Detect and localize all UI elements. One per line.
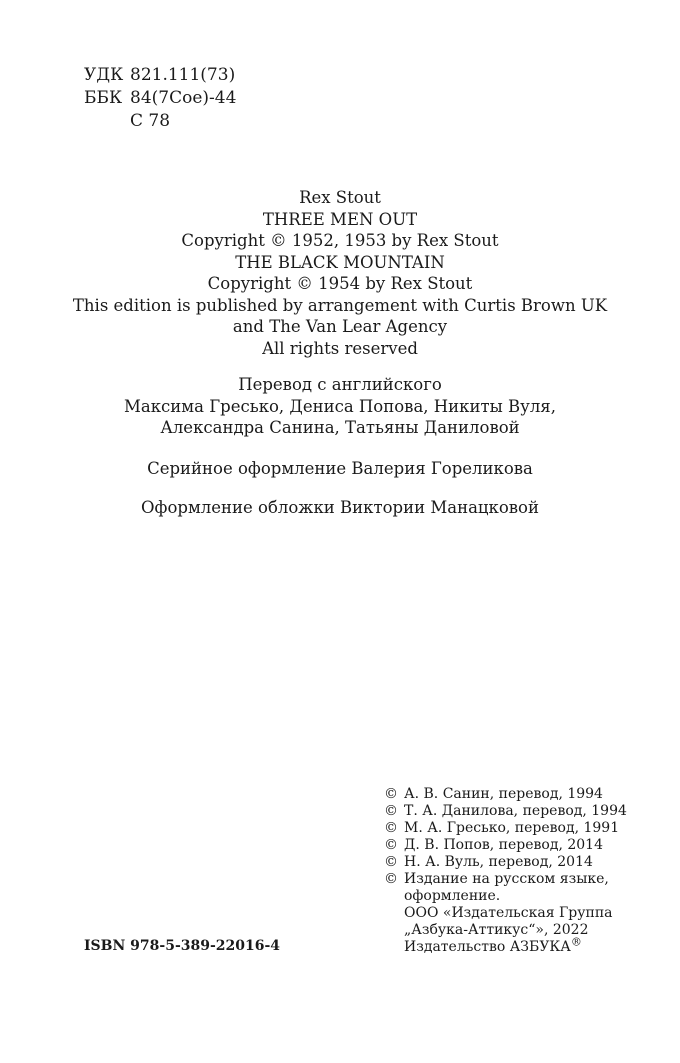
rights-reserved: All rights reserved	[262, 338, 418, 358]
translators-line-1: Максима Гресько, Дениса Попова, Никиты Вуля,	[124, 396, 556, 416]
copyright-symbol: ©	[384, 786, 398, 802]
cover-design-credit: Оформление обложки Виктории Манацковой	[141, 498, 539, 517]
publisher-line: Издательство АЗБУКА®	[404, 935, 582, 955]
copyright-notices	[384, 786, 627, 956]
bbk-value: 84(7Сое)-44	[130, 88, 237, 108]
isbn: ISBN 978-5-389-22016-4	[84, 938, 281, 954]
copyright-entry: © Д. В. Попов, перевод, 2014	[384, 837, 603, 853]
copyright-symbol: ©	[384, 854, 398, 870]
author-mark-row	[84, 110, 236, 133]
translation-credits	[0, 374, 680, 439]
series-design-credit: Серийное оформление Валерия Гореликова	[147, 459, 533, 478]
udk-value: 821.111(73)	[130, 65, 236, 85]
original-title-2: THE BLACK MOUNTAIN	[235, 252, 445, 272]
copyright-entry: © А. В. Санин, перевод, 1994	[384, 786, 603, 802]
udk-row	[84, 64, 236, 87]
udk-label: УДК	[84, 65, 124, 85]
arrangement-line-2: and The Van Lear Agency	[232, 317, 448, 336]
copyright-line-2: Copyright © 1954 by Rex Stout	[207, 274, 473, 293]
author-name: Rex Stout	[299, 188, 381, 207]
bbk-row	[84, 87, 236, 110]
copyright-entry: © М. А. Гресько, перевод, 1991	[384, 820, 620, 836]
copyright-line-1: Copyright © 1952, 1953 by Rex Stout	[181, 231, 499, 250]
copyright-entry: © Т. А. Данилова, перевод, 1994	[384, 803, 627, 819]
classification-block	[84, 64, 236, 133]
copyright-symbol: ©	[384, 803, 398, 819]
author-mark: С 78	[130, 111, 171, 131]
arrangement-line-1: This edition is published by arrangement with Curtis Brown UK	[72, 295, 608, 315]
copyright-symbol: ©	[384, 820, 398, 836]
original-title-1: THREE MEN OUT	[262, 209, 418, 229]
bbk-label: ББК	[84, 88, 123, 108]
copyright-symbol: ©	[384, 837, 398, 853]
translation-heading: Перевод с английского	[238, 375, 442, 394]
edition-copyright: © Издание на русском языке, оформление. ООО «Издательская Группа „Азбука-Аттикус“», 2022 Издательство АЗБУКА®	[384, 871, 613, 955]
translators-line-2: Александра Санина, Татьяны Даниловой	[160, 418, 520, 437]
registered-mark: ®	[570, 935, 582, 949]
copyright-symbol: ©	[384, 871, 398, 887]
original-credits	[0, 187, 680, 359]
copyright-entry: © Н. А. Вуль, перевод, 2014	[384, 854, 593, 870]
